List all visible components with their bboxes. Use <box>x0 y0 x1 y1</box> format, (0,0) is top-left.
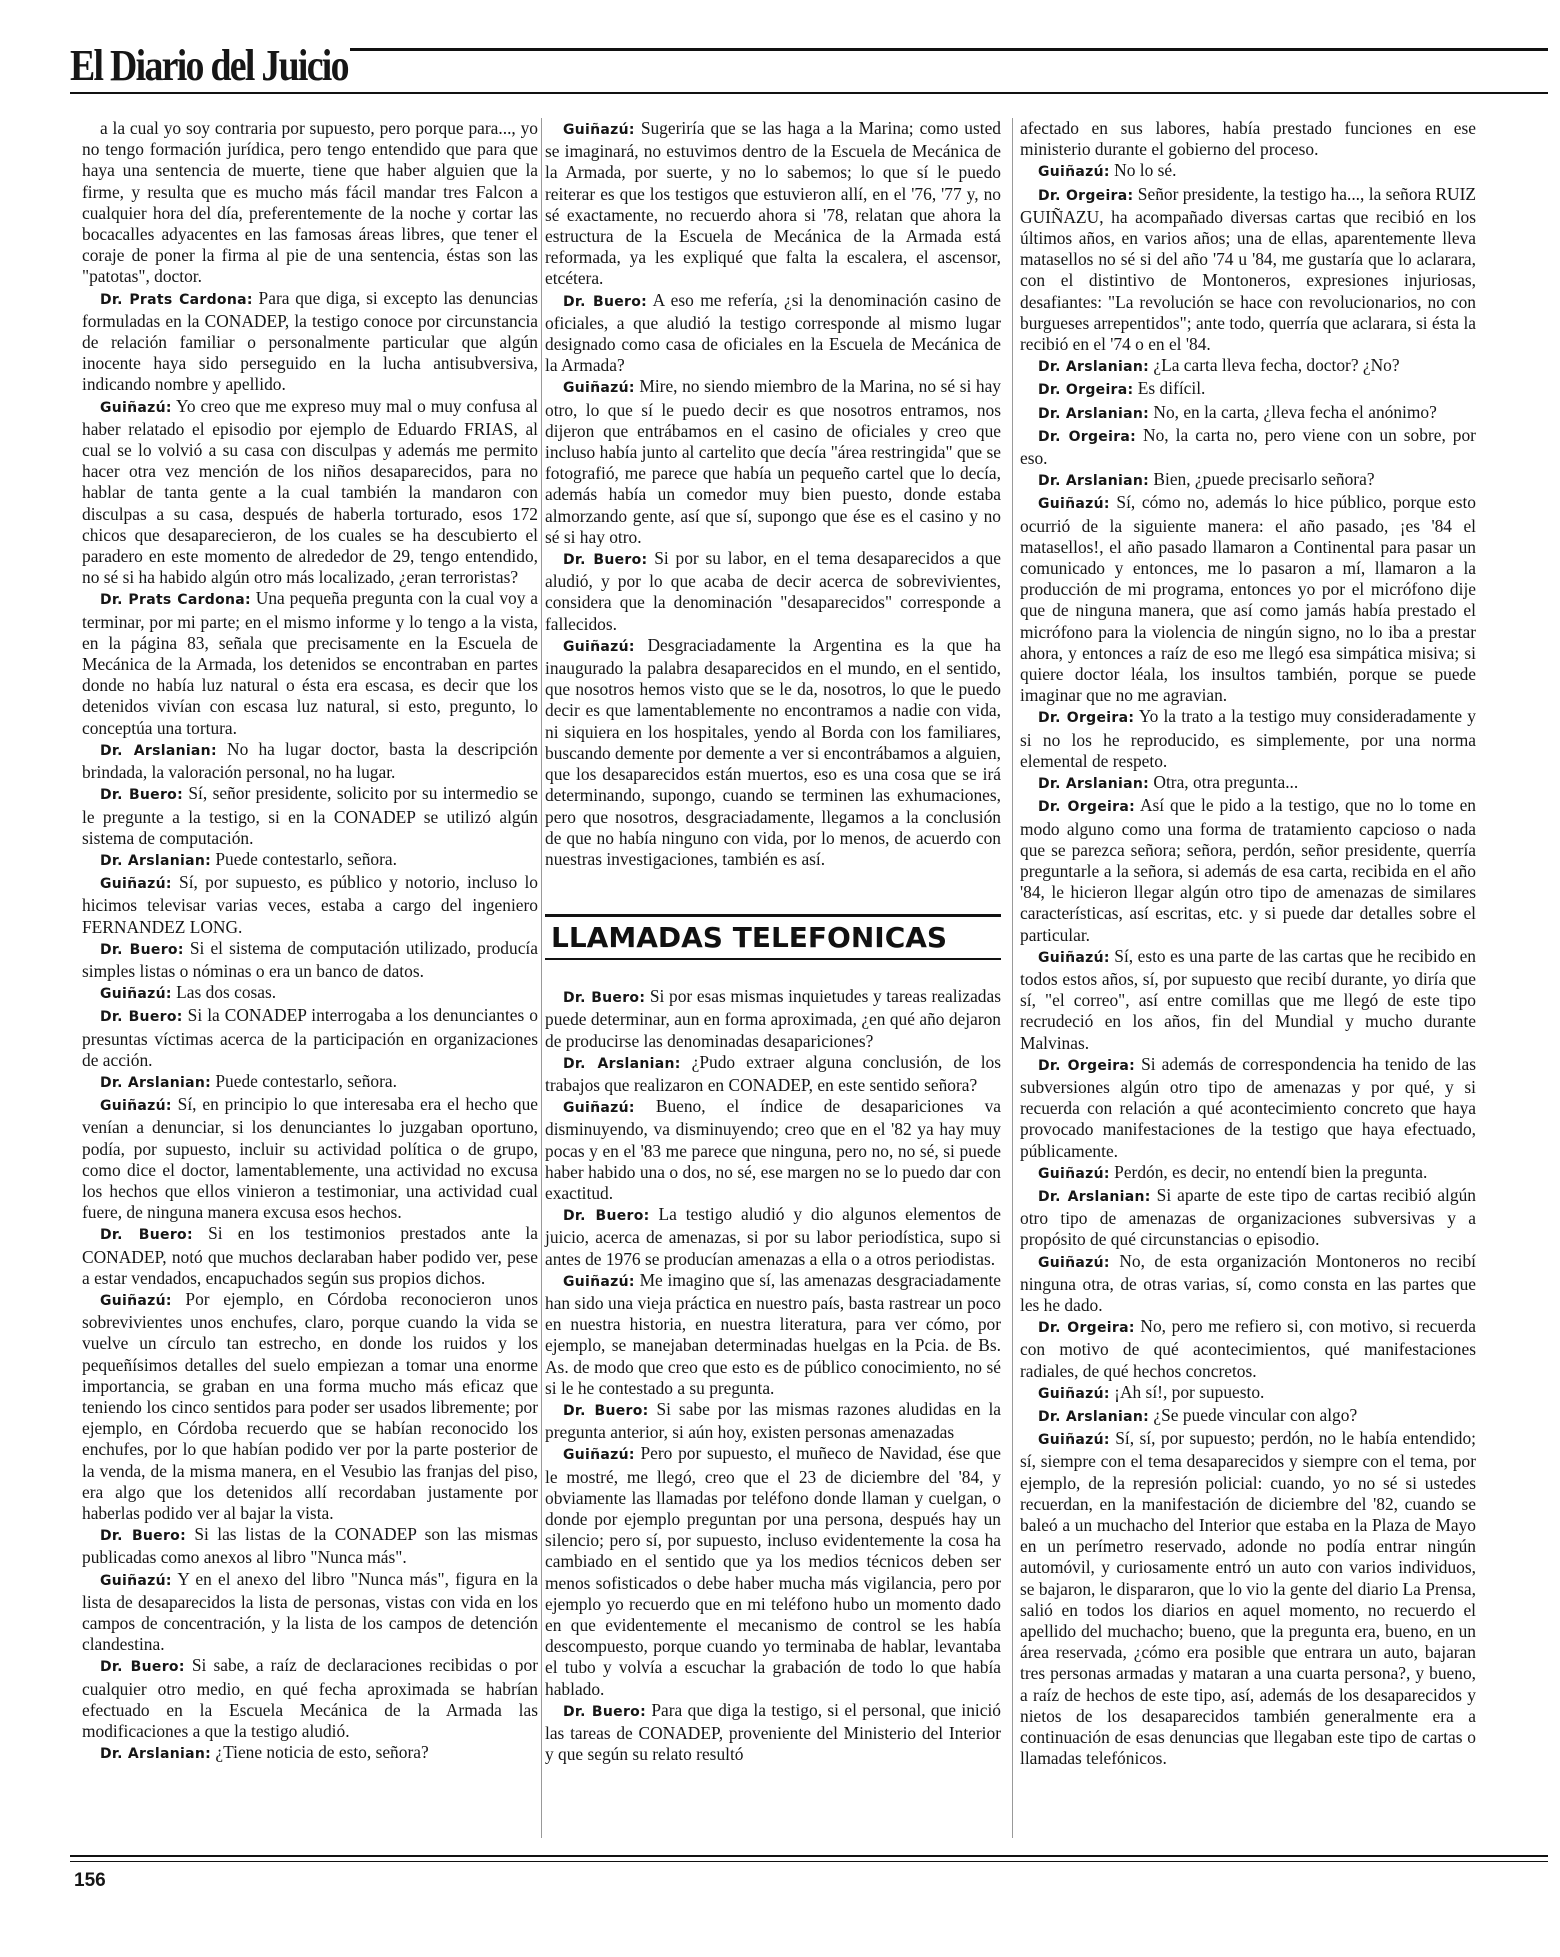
speaker-label: Guiñazú: <box>100 1098 172 1115</box>
transcript-paragraph <box>1020 1316 1476 1382</box>
transcript-paragraph <box>1020 1054 1476 1162</box>
paragraph-text: Yo creo que me expreso muy mal o muy confusa al haber relatado el episodio por ejemplo de Eduardo FRIAS, al cual se lo volvió a su casa con disculpas y además me permito hacer otra vez mención de los niños desaparecidos, para no hablar de tanta gente a la cual también la mandaron con disculpas a su casa, después de haberla torturado, esos 172 chicos que desaparecieron, de los cuales se ha descubierto el paradero en este momento de alrededor de 29, tengo entendido, no sé si ha habido algún otro más localizado, ¿eran terroristas? <box>82 395 539 588</box>
paragraph-text: No, de esta organización Montoneros no recibí ninguna otra, de otras varias, sí, como consta en las partes que les he dado. <box>1020 1250 1476 1315</box>
paragraph-text: afectado en sus labores, había prestado funciones en ese ministerio durante el gobierno del proceso. <box>1020 118 1476 160</box>
paragraph-text: Es difícil. <box>1137 378 1206 399</box>
speaker-label: Dr. Arslanian: <box>100 852 212 869</box>
paragraph-text: a la cual yo soy contraria por supuesto, pero porque para..., yo no tengo formación jurídica, pero tengo entendido que para que haya una sentencia de muerte, tiene que haber alguien que la firme, y resulta que es mucho más fácil mandar tres Falcon a cualquier hora del día, preferentemente de la noche y cortar las bocacalles adyacentes en las famosas áreas libres, que tener el coraje de poner la firma al pie de una sentencia, éstas son las "patotas", doctor. <box>82 118 538 287</box>
paragraph-text: Así que le pido a la testigo, que no lo tome en modo alguno como una forma de tratamiento capcioso o nada que se parezca señora; señora, perdón, señor presidente, querría preguntarle a la señora, si además de esa carta, recibida en el año '84, le hicieron llegar algún otro tipo de amenazas de similares características, así escritas, etc. y si puede dar detalles sobre el particular. <box>1020 795 1476 945</box>
speaker-label: Dr. Orgeira: <box>1038 428 1137 445</box>
speaker-label: Dr. Orgeira: <box>1038 1320 1135 1337</box>
paragraph-text: Una pequeña pregunta con la cual voy a terminar, por mi parte; en el mismo informe y lo tengo a la vista, en la página 83, señala que precisamente en la Escuela de Mecánica de la Armada, los detenidos se encontraban en partes donde no había luz natural o ésta era escasa, es decir que los detenidos vivían con escasa luz natural, si esto, pregunto, lo conceptúa una tortura. <box>82 588 538 738</box>
transcript-paragraph <box>545 548 1001 635</box>
bottom-rule <box>70 1855 1548 1857</box>
transcript-paragraph <box>545 1204 1001 1270</box>
speaker-label: Guiñazú: <box>1038 1165 1110 1182</box>
speaker-label: Dr. Arslanian: <box>1038 405 1150 422</box>
paragraph-text: Desgraciadamente la Argentina es la que ha inaugurado la palabra desaparecidos en el mundo, en el sentido, que nosotros hemos visto que se le da, nosotros, lo que le puedo decir es que lamentablemente no encontramos a nadie con vida, ni siquiera en los hospitales, yendo al Borda con los familiares, buscando demente por demente a ver si encontrábamos a alguien, que los desaparecidos están muertos, eso es una cosa que se irá determinando, supongo, cuando se terminen las exhumaciones, pero que nosotros, desgraciadamente, llegamos a la conclusión de que no había ninguno con vida, por lo menos, de acuerdo con nuestras investigaciones, también es así. <box>545 634 1001 869</box>
speaker-label: Dr. Orgeira: <box>1038 1057 1136 1074</box>
paragraph-text: Señor presidente, la testigo ha..., la señora RUIZ GUIÑAZU, ha acompañado diversas cartas que recibió en los últimos años, en varios años; una de ellas, aparentemente lleva matasellos no sé si del año '74 u '84, me gustaría que lo aclarara, con el distintivo de Montoneros, expresiones injuriosas, desafiantes: "La revolución se hace con revolucionarios, no con burgueses arrepentidos"; ante todo, querría que aclarara, si ésta la recibió en el '74 o en el '84. <box>1020 183 1476 355</box>
transcript-paragraph <box>545 1399 1001 1443</box>
speaker-label: Guiñazú: <box>563 1273 635 1290</box>
paragraph-text: Si aparte de este tipo de cartas recibió algún otro tipo de amenazas de organizaciones subversivas y a propósito de qué circunstancias o episodio. <box>1020 1184 1476 1250</box>
speaker-label: Dr. Buero: <box>100 787 183 804</box>
paragraph-text: No, pero me refiero si, con motivo, si recuerda con motivo de qué acontecimientos, qué manifestaciones radiales, de qué hechos concretos. <box>1020 1316 1476 1381</box>
transcript-paragraph <box>545 118 1001 290</box>
paragraph-text: Sugeriría que se las haga a la Marina; como usted se imaginará, no estuvimos dentro de la Escuela de Mecánica de la Armada, por suerte, y no lo sabemos; lo que sí le puedo reiterar es que los testigos que estuvieron allí, en el '76, '77 y, no sé exactamente, no recuerdo ahora si '78, relatan que ahora la estructura de la Escuela de Mecánica de la Armada está reformada, ya les expliqué que falta la escalera, el ascensor, etcétera. <box>545 118 1001 289</box>
paragraph-text: Otra, otra pregunta... <box>1153 772 1299 793</box>
bottom-rule-thin <box>70 1861 1548 1862</box>
speaker-label: Dr. Buero: <box>563 990 646 1007</box>
transcript-paragraph <box>545 1052 1001 1096</box>
text-column-2 <box>545 118 1001 1765</box>
top-rule-thin <box>70 92 1548 94</box>
speaker-label: Dr. Buero: <box>563 1208 650 1225</box>
paragraph-text: No, en la carta, ¿lleva fecha el anónimo? <box>1153 401 1437 422</box>
paragraph-text: ¿Pudo extraer alguna conclusión, de los trabajos que realizaron en CONADEP, en este sentido señora? <box>545 1051 1001 1095</box>
speaker-label: Dr. Buero: <box>100 1227 193 1244</box>
speaker-label: Dr. Arslanian: <box>100 742 217 759</box>
transcript-paragraph <box>545 1270 1001 1399</box>
speaker-label: Guiñazú: <box>1038 1254 1110 1271</box>
speaker-label: Dr. Buero: <box>100 1659 185 1676</box>
transcript-paragraph <box>1020 946 1476 1054</box>
transcript-paragraph <box>82 1289 538 1524</box>
column-divider <box>1012 118 1013 1838</box>
section-headline: LLAMADAS TELEFONICAS <box>551 921 948 955</box>
paragraph-text: Y en el anexo del libro "Nunca más", figura en la lista de desaparecidos la lista de personas, vistas con vida en los campos de concentración, y la lista de los campos de detención clandestina. <box>82 1568 538 1655</box>
transcript-paragraph <box>82 872 538 938</box>
transcript-paragraph <box>1020 1251 1476 1317</box>
paragraph-text: Si por esas mismas inquietudes y tareas realizadas puede determinar, aun en forma aproximada, ¿en qué año dejaron de producirse las denominadas desapariciones? <box>545 986 1001 1051</box>
speaker-label: Guiñazú: <box>100 986 172 1003</box>
paragraph-text: Sí, señor presidente, solicito por su intermedio se le pregunte a la testigo, si en la CONADEP se utilizó algún sistema de computación. <box>82 783 538 848</box>
speaker-label: Dr. Prats Cardona: <box>100 592 251 609</box>
paragraph-text: Si las listas de la CONADEP son las mismas publicadas como anexos al libro "Nunca más". <box>82 1524 538 1568</box>
paragraph-text: No lo sé. <box>1114 160 1177 181</box>
paragraph-text: No ha lugar doctor, basta la descripción brindada, la valoración personal, no ha lugar. <box>82 738 538 783</box>
paragraph-text: La testigo aludió y dio algunos elementos de juicio, acerca de amenazas, si por su labor periodística, supo si antes de 1976 se producían amenazas a ella o a otros periodistas. <box>545 1204 1001 1269</box>
transcript-paragraph <box>82 588 538 738</box>
page-number: 156 <box>74 1870 106 1891</box>
speaker-label: Dr. Orgeira: <box>1038 382 1134 399</box>
paragraph-text: Si además de correspondencia ha tenido de las subversiones algún otro tipo de amenazas y por qué, y si recuerda con relación a qué acontecimiento concreto que haya provocado manifestaciones de la testigo que haya efectuado, públicamente. <box>1020 1053 1477 1161</box>
transcript-paragraph <box>1020 402 1476 425</box>
paragraph-text: Puede contestarlo, señora. <box>215 848 397 869</box>
masthead: El Diario del Juicio <box>70 41 348 90</box>
speaker-label: Guiñazú: <box>1038 949 1110 966</box>
transcript-paragraph <box>545 1443 1001 1699</box>
speaker-label: Guiñazú: <box>1038 164 1110 181</box>
transcript-paragraph <box>82 1005 538 1071</box>
transcript-paragraph <box>82 783 538 849</box>
transcript-paragraph <box>545 635 1001 870</box>
transcript-paragraph <box>82 849 538 872</box>
speaker-label: Dr. Buero: <box>563 1402 649 1419</box>
paragraph-text: Si sabe, a raíz de declaraciones recibidas o por cualquier otro medio, en qué fecha aproximada se habrían efectuado en la Escuela Mecánica de la Armada las modificaciones a que la testigo aludió. <box>82 1655 538 1742</box>
transcript-paragraph <box>1020 1405 1476 1428</box>
transcript-paragraph <box>82 982 538 1005</box>
speaker-label: Guiñazú: <box>563 1447 635 1464</box>
paragraph-text: ¿Tiene noticia de esto, señora? <box>215 1742 429 1763</box>
speaker-label: Guiñazú: <box>1038 1385 1110 1402</box>
paragraph-text: Pero por supuesto, el muñeco de Navidad, ése que le mostré, me llegó, creo que el 23 de diciembre del '84, y obviamente las llamadas por teléfono donde llaman y cuelgan, o donde por ejemplo preguntan por una persona, después hay un silencio; pero sí, por supuesto, incluso evidentemente la cosa ha cambiado en el sentido que ya los medios técnicos deben ser menos sofisticados o debe haber mucha más vigilancia, pero por ejemplo yo recuerdo que en mi teléfono hubo un momento dado en que evidentemente el mecanismo de control se les había descompuesto, porque cuando yo terminaba de hablar, levantaba el tubo y volvía a escuchar la grabación de todo lo que había hablado. <box>545 1443 1001 1699</box>
speaker-label: Guiñazú: <box>1038 496 1110 513</box>
speaker-label: Guiñazú: <box>1038 1432 1110 1449</box>
paragraph-text: Si sabe por las mismas razones aludidas en la pregunta anterior, si aún hoy, existen personas amenazadas <box>545 1398 1001 1443</box>
column-divider <box>541 118 542 1838</box>
transcript-paragraph <box>1020 1428 1476 1769</box>
speaker-label: Dr. Buero: <box>100 941 184 958</box>
transcript-paragraph <box>1020 795 1476 945</box>
speaker-label: Guiñazú: <box>100 399 172 416</box>
speaker-label: Dr. Buero: <box>563 1703 646 1720</box>
paragraph-text: ¿La carta lleva fecha, doctor? ¿No? <box>1153 355 1400 376</box>
transcript-paragraph <box>1020 1162 1476 1185</box>
speaker-label: Dr. Arslanian: <box>1038 1408 1150 1425</box>
transcript-paragraph <box>1020 1185 1476 1251</box>
transcript-paragraph <box>82 396 538 589</box>
paragraph-text: Perdón, es decir, no entendí bien la pregunta. <box>1114 1161 1428 1182</box>
paragraph-text: Sí, en principio lo que interesaba era el hecho que venían a denunciar, si los denunciantes lo juzgaban oportuno, podía, por supuesto, incluir su actividad política o de grupo, como dice el doctor, lamentablemente, una actividad no excusa los hechos que ellos vinieron a testimoniar, una actividad cual fuere, de ninguna manera excusa esos hechos. <box>82 1094 539 1223</box>
speaker-label: Guiñazú: <box>100 876 172 893</box>
transcript-paragraph <box>1020 118 1476 160</box>
paragraph-text: No, la carta no, pero viene con un sobre, por eso. <box>1020 424 1476 469</box>
speaker-label: Guiñazú: <box>563 122 635 138</box>
speaker-label: Dr. Buero: <box>100 1528 186 1545</box>
speaker-label: Guiñazú: <box>100 1572 172 1589</box>
transcript-paragraph <box>82 1223 538 1289</box>
transcript-paragraph <box>82 288 538 396</box>
speaker-label: Dr. Buero: <box>100 1009 183 1026</box>
transcript-paragraph <box>82 1569 538 1656</box>
paragraph-text: Si el sistema de computación utilizado, producía simples listas o nóminas o era un banco de datos. <box>82 937 538 981</box>
paragraph-text: Si por su labor, en el tema desaparecidos a que aludió, y por lo que acaba de decir acerca de sobrevivientes, considera que la denominación "desaparecidos" corresponde a fallecidos. <box>545 548 1001 634</box>
speaker-label: Guiñazú: <box>563 380 635 397</box>
paragraph-text: Sí, cómo no, además lo hice público, porque esto ocurrió de la siguiente manera: el año pasado, ¡es '84 el matasellos!, el año pasado llamaron a Continental para pasar un comunicado y entonces, me lo pasaron a mí, llamaron a la producción de mi programa, entonces yo por el micrófono dije que de ninguna manera, que así como jamás había prestado el micrófono para la violencia de ningún signo, no lo iba a prestar ahora, y entonces a raíz de eso me llegó esa simpática misiva; si quiere doctor léala, los insultos también, porque se puede imaginar que no me agravian. <box>1020 492 1476 706</box>
transcript-paragraph <box>82 1655 538 1742</box>
paragraph-text: Sí, sí, por supuesto; perdón, no le había entendido; sí, siempre con el tema desaparecidos y siempre con el tema, por ejemplo, de la represión policial: cuando, yo no sé si ustedes recuerdan, en la manifestación de diciembre del '82, cuando se baleó a un muchacho del Interior que estaba en la Plaza de Mayo en un perímetro reservado, adonde no podía entrar ningún automóvil, y curiosamente entró un auto con varios individuos, se bajaron, le dispararon, que lo vio la gente del diario La Prensa, salió en todos los diarios en aquel momento, no recuerdo el apellido del muchacho; bueno, que la pregunta era, bueno, en un área reservada, ¿cómo era posible que entrara un auto, bajaran tres personas armadas y mataran a una cuarta persona?, y bueno, a raíz de hechos de este tipo, así, además de los desaparecidos y nietos de los desaparecidos también generalmente era a continuación de esas denuncias que llegaban este tipo de cartas o llamadas telefónicos. <box>1020 1428 1476 1769</box>
text-column-1 <box>82 118 538 1765</box>
transcript-paragraph <box>82 1094 538 1223</box>
transcript-paragraph <box>1020 355 1476 378</box>
transcript-paragraph <box>545 1096 1001 1204</box>
transcript-paragraph <box>545 986 1001 1052</box>
speaker-label: Dr. Arslanian: <box>563 1055 681 1072</box>
speaker-label: Dr. Arslanian: <box>100 1074 212 1091</box>
speaker-label: Guiñazú: <box>563 638 635 655</box>
transcript-paragraph <box>1020 492 1476 706</box>
paragraph-text: Las dos cosas. <box>176 982 277 1003</box>
paragraph-text: Por ejemplo, en Córdoba reconocieron unos sobrevivientes unos enchufes, claro, porque cuando la vida se vuelve un círculo tan estrecho, en donde los ruidos y los pequeñísimos detalles del suelo empiezan a tomar una enorme importancia, se graban en una forma mucho más eficaz que teniendo los cinco sentidos para poder ser usados libremente; por ejemplo, en Córdoba recuerdo que se habían reconocido los enchufes, por lo que habían podido ver por la parte posterior de la venda, de la misma manera, en el Vesubio las franjas del piso, era algo que los detenidos allí recordaban justamente por haberlas podido ver al bajar la vista. <box>82 1288 538 1523</box>
paragraph-text: Yo la trato a la testigo muy consideradamente y si no los he reproducido, es simplemente, por una norma elemental de respeto. <box>1020 706 1476 771</box>
transcript-paragraph <box>1020 425 1476 469</box>
transcript-paragraph <box>82 1524 538 1568</box>
paragraph-text: Bueno, el índice de desapariciones va disminuyendo, va disminuyendo; creo que en el '82 ya hay muy pocas y en el '83 me parece que ninguna, pero no, no sé, si puede haber habido una o dos, no sé, ese margen no se lo puedo dar con exactitud. <box>545 1096 1001 1203</box>
transcript-paragraph <box>1020 469 1476 492</box>
paragraph-text: Puede contestarlo, señora. <box>215 1070 397 1091</box>
paragraph-text: Sí, por supuesto, es público y notorio, incluso lo hicimos televisar varias veces, estaba a cargo del ingeniero FERNANDEZ LONG. <box>82 872 538 937</box>
transcript-paragraph <box>1020 160 1476 183</box>
speaker-label: Dr. Arslanian: <box>1038 359 1150 376</box>
speaker-label: Dr. Arslanian: <box>1038 473 1150 490</box>
speaker-label: Dr. Orgeira: <box>1038 799 1135 816</box>
transcript-paragraph <box>82 739 538 783</box>
paragraph-text: ¿Se puede vincular con algo? <box>1153 1404 1358 1425</box>
transcript-paragraph <box>82 938 538 982</box>
transcript-paragraph <box>1020 706 1476 772</box>
speaker-label: Dr. Prats Cardona: <box>100 291 253 308</box>
speaker-label: Dr. Buero: <box>563 293 648 310</box>
transcript-paragraph <box>545 376 1001 548</box>
transcript-paragraph <box>82 1742 538 1765</box>
speaker-label: Dr. Buero: <box>563 552 648 569</box>
paragraph-text: Para que diga, si excepto las denuncias formuladas en la CONADEP, la testigo conoce por circunstancia de relación familiar o personalmente particular que algún inocente haya sido perseguido en la lucha antisubversiva, indicando nombre y apellido. <box>82 287 538 395</box>
paragraph-text: Sí, esto es una parte de las cartas que he recibido en todos estos años, sí, por supuesto que recibí durante, yo diría que sí, "el correo", así entre comillas que me llegó de este tipo recrudeció en los años, fin del Mundial y mucho durante Malvinas. <box>1020 945 1476 1053</box>
transcript-paragraph <box>1020 184 1476 356</box>
text-column-3 <box>1020 118 1476 1769</box>
top-rule <box>350 48 1548 51</box>
paragraph-text: ¡Ah sí!, por supuesto. <box>1114 1381 1265 1402</box>
transcript-paragraph <box>82 118 538 288</box>
section-headline-box <box>545 914 1001 960</box>
transcript-paragraph <box>82 1071 538 1094</box>
transcript-paragraph <box>545 1700 1001 1766</box>
paragraph-text: A eso me refería, ¿si la denominación casino de oficiales, a que aludió la testigo corresponde al mismo lugar designado como casa de oficiales en la Escuela de Mecánica de la Armada? <box>545 289 1002 376</box>
transcript-paragraph <box>1020 378 1476 401</box>
speaker-label: Dr. Orgeira: <box>1038 710 1135 727</box>
speaker-label: Dr. Arslanian: <box>1038 776 1150 793</box>
paragraph-text: Para que diga la testigo, si el personal, que inició las tareas de CONADEP, proveniente del Ministerio del Interior y que según su relato resultó <box>545 1699 1001 1765</box>
speaker-label: Guiñazú: <box>100 1292 172 1309</box>
speaker-label: Guiñazú: <box>563 1100 635 1117</box>
paragraph-text: Si la CONADEP interrogaba a los denunciantes o presuntas víctimas acerca de la participación en organizaciones de acción. <box>82 1005 538 1070</box>
transcript-paragraph <box>1020 772 1476 795</box>
paragraph-text: Me imagino que sí, las amenazas desgraciadamente han sido una vieja práctica en nuestro país, basta rastrear un poco en nuestra historia, en nuestra literatura, para ver cómo, por ejemplo, se manejaban determinadas huelgas en la Pcia. de Bs. As. de modo que creo que esto es de público conocimiento, no sé si le he contestado a su pregunta. <box>545 1269 1001 1398</box>
transcript-paragraph <box>545 290 1001 377</box>
paragraph-text: Bien, ¿puede precisarlo señora? <box>1153 469 1375 490</box>
speaker-label: Dr. Orgeira: <box>1038 187 1134 204</box>
speaker-label: Dr. Arslanian: <box>1038 1188 1151 1205</box>
paragraph-text: Mire, no siendo miembro de la Marina, no sé si hay otro, lo que sí le puedo decir es que nosotros entramos, nos dijeron que entrábamos en el casino de oficiales y creo que incluso había junto al cartelito que decía "área restringida" que se fotografió, me parece que había un pequeño cartel que lo decía, además había un comedor muy bien puesto, donde estaba almorzando gente, así que sí, supongo que ése es el casino y no sé si hay otro. <box>545 376 1001 547</box>
paragraph-text: Si en los testimonios prestados ante la CONADEP, notó que muchos declaraban haber podido ver, pese a estar vendados, encapuchados según sus propios dichos. <box>82 1223 538 1288</box>
speaker-label: Dr. Arslanian: <box>100 1746 212 1763</box>
transcript-paragraph <box>1020 1382 1476 1405</box>
